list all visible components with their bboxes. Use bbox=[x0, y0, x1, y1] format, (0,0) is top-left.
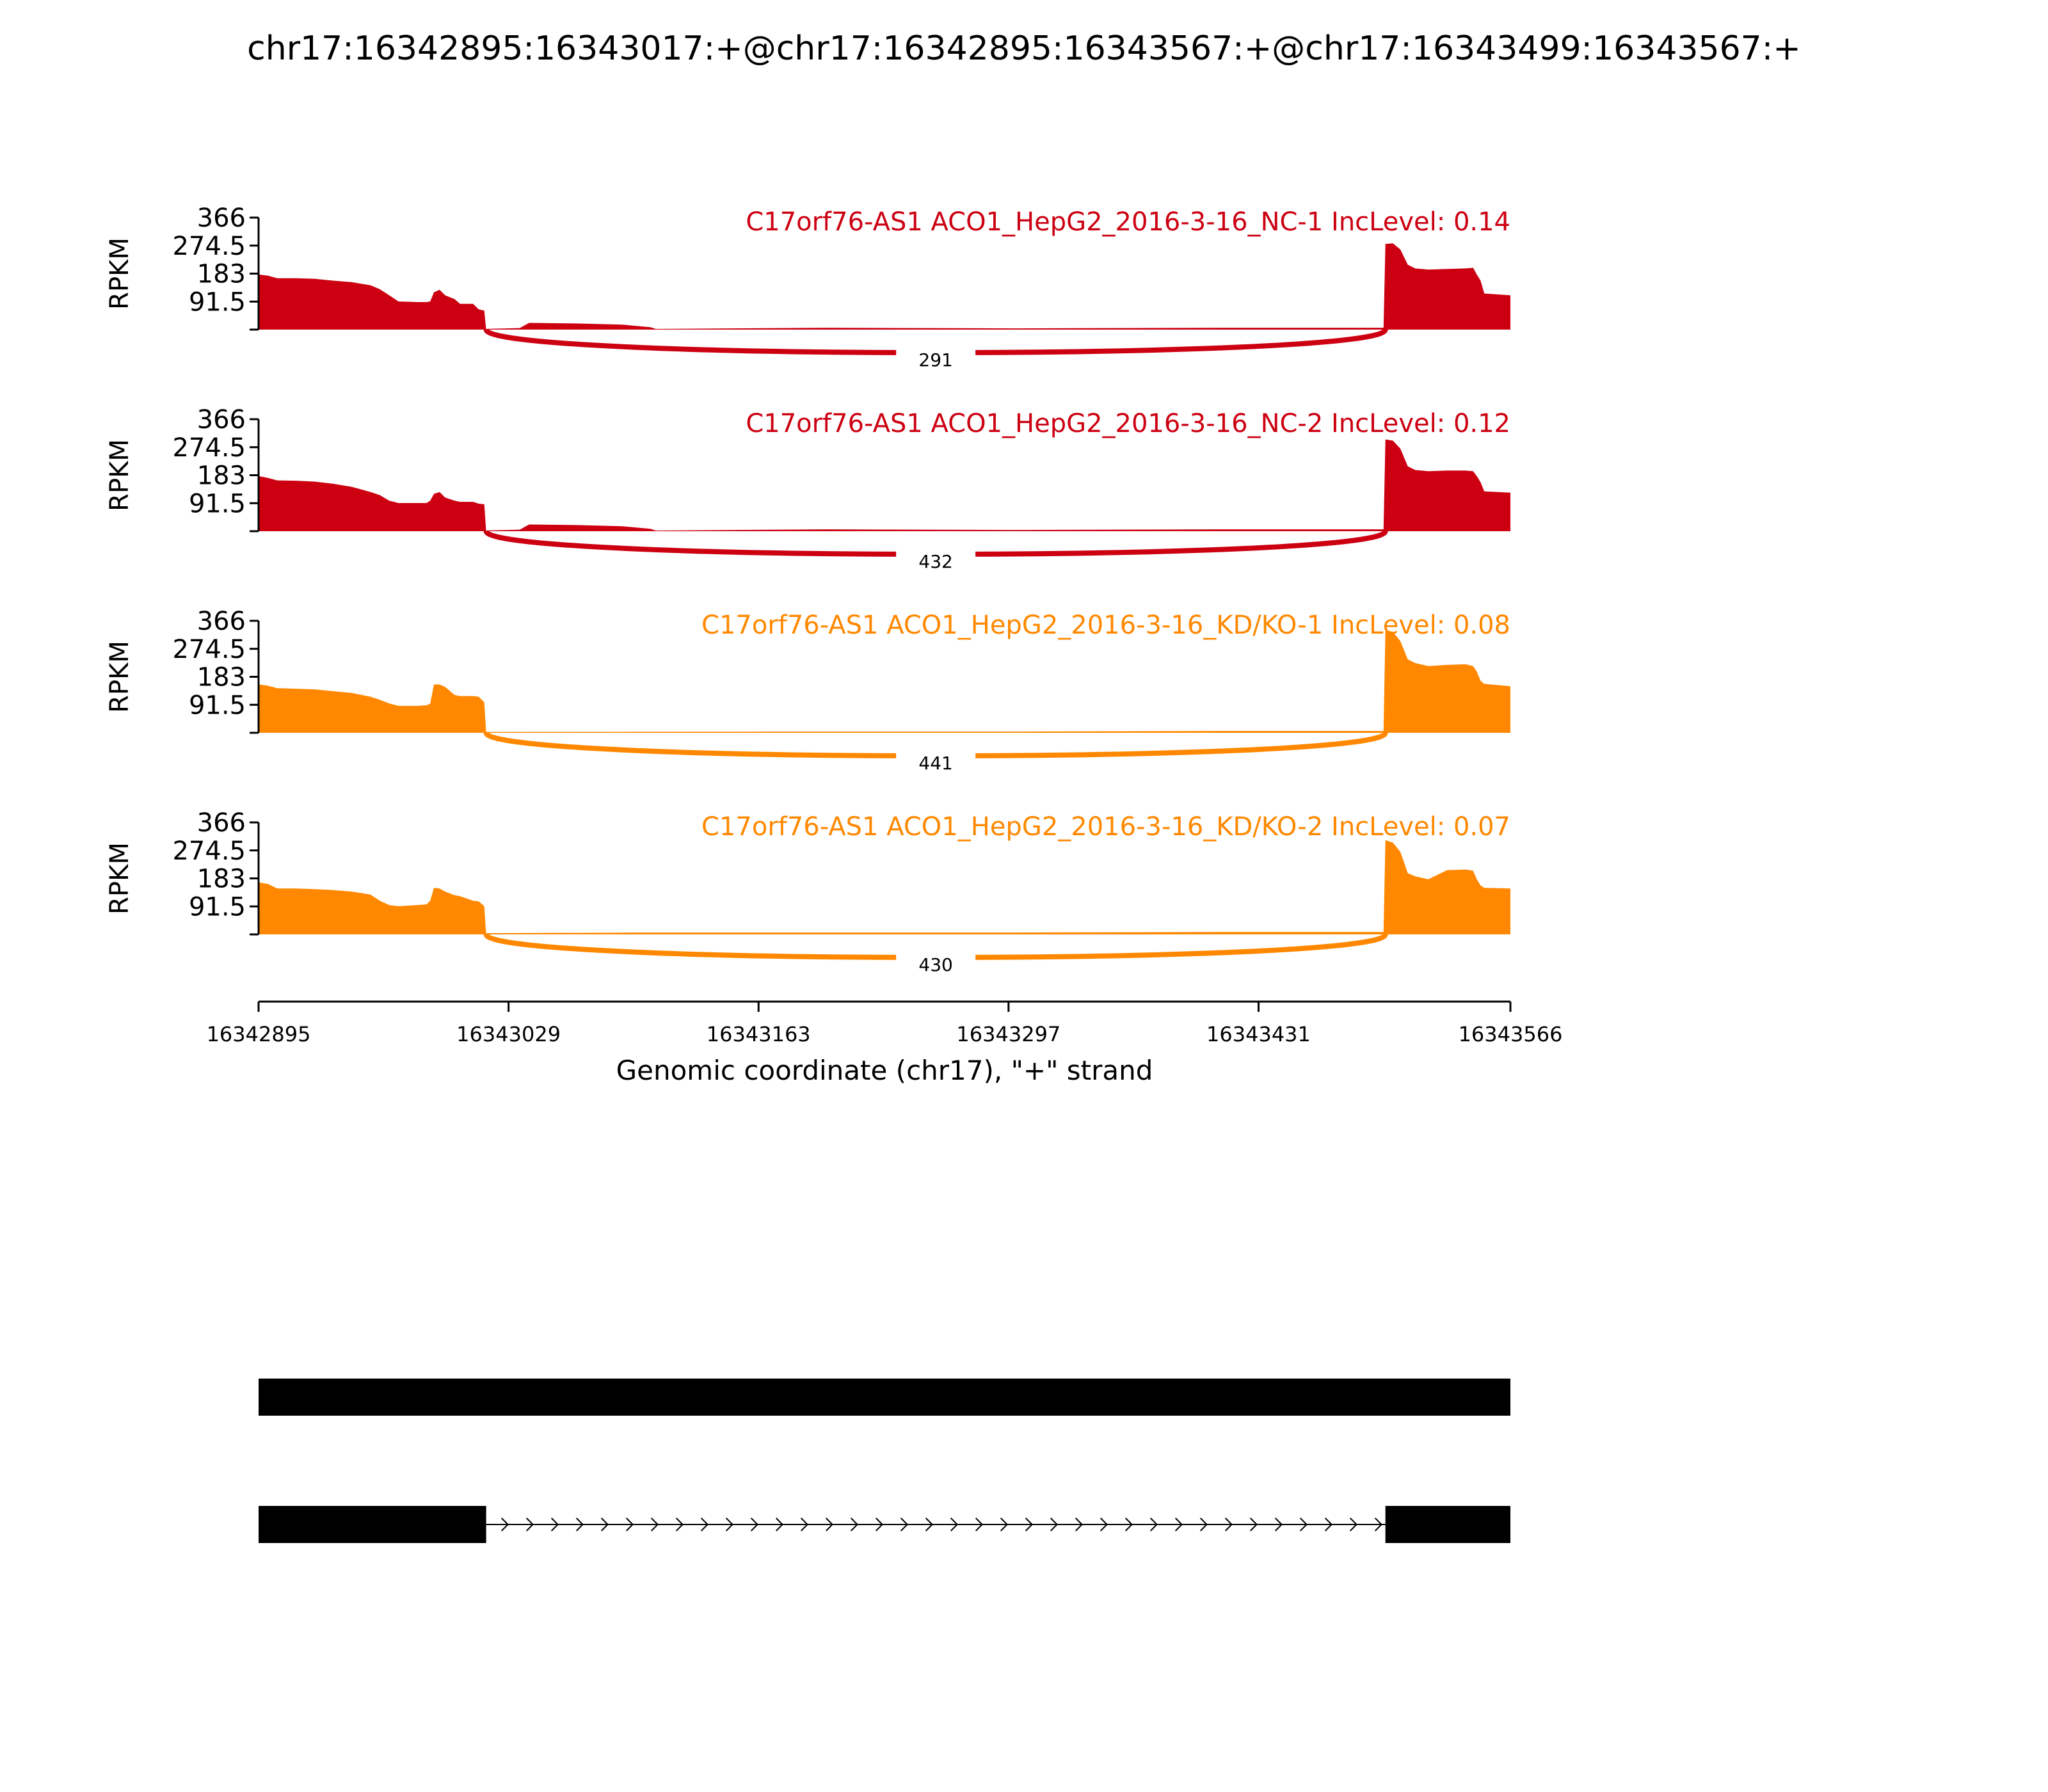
coverage-area bbox=[259, 630, 1510, 733]
x-tick-label: 16342895 bbox=[206, 1022, 311, 1046]
y-tick-label: 183 bbox=[196, 864, 246, 894]
track-label: C17orf76-AS1 ACO1_HepG2_2016-3-16_NC-1 IncLevel: 0.14 bbox=[746, 207, 1510, 237]
junction-count: 430 bbox=[918, 954, 953, 975]
track-2 bbox=[105, 405, 1510, 572]
y-axis-label: RPKM bbox=[105, 237, 134, 310]
junction-count: 441 bbox=[918, 753, 953, 774]
track-4 bbox=[105, 808, 1510, 975]
x-tick-label: 16343431 bbox=[1206, 1022, 1311, 1046]
track-label: C17orf76-AS1 ACO1_HepG2_2016-3-16_NC-2 IncLevel: 0.12 bbox=[746, 409, 1510, 438]
x-axis bbox=[207, 1002, 1563, 1086]
coverage-area bbox=[259, 440, 1510, 531]
exon-block bbox=[1386, 1506, 1510, 1543]
x-tick-label: 16343566 bbox=[1458, 1022, 1563, 1046]
track-3 bbox=[105, 607, 1510, 774]
y-tick-label: 274.5 bbox=[172, 433, 246, 463]
x-tick-label: 16343029 bbox=[456, 1022, 561, 1046]
y-tick-label: 91.5 bbox=[188, 489, 246, 519]
y-tick-label: 274.5 bbox=[172, 634, 246, 664]
junction-count: 432 bbox=[918, 551, 953, 572]
y-tick-label: 366 bbox=[196, 405, 246, 435]
y-tick-label: 91.5 bbox=[188, 287, 246, 317]
y-tick-label: 274.5 bbox=[172, 231, 246, 261]
coverage-area bbox=[259, 840, 1510, 934]
y-tick-label: 91.5 bbox=[188, 691, 246, 721]
y-tick-label: 366 bbox=[196, 808, 246, 838]
coverage-tracks bbox=[105, 204, 1510, 975]
y-axis-label: RPKM bbox=[105, 439, 134, 511]
track-1 bbox=[105, 204, 1510, 371]
plot-title: chr17:16342895:16343017:+@chr17:16342895:16343567:+@chr17:16343499:16343567:+ bbox=[247, 29, 1801, 68]
isoform-2 bbox=[259, 1506, 1510, 1543]
track-label: C17orf76-AS1 ACO1_HepG2_2016-3-16_KD/KO-2 IncLevel: 0.07 bbox=[701, 812, 1510, 842]
y-tick-label: 183 bbox=[196, 461, 246, 491]
y-tick-label: 366 bbox=[196, 204, 246, 233]
x-tick-label: 16343163 bbox=[706, 1022, 811, 1046]
y-tick-label: 183 bbox=[196, 259, 246, 289]
exon-block bbox=[259, 1379, 1510, 1416]
track-label: C17orf76-AS1 ACO1_HepG2_2016-3-16_KD/KO-1 IncLevel: 0.08 bbox=[701, 611, 1510, 640]
coverage-area bbox=[259, 243, 1510, 330]
x-tick-label: 16343297 bbox=[956, 1022, 1061, 1046]
y-axis-label: RPKM bbox=[105, 641, 134, 713]
junction-count: 291 bbox=[918, 349, 953, 371]
exon-block bbox=[259, 1506, 486, 1543]
isoform-1 bbox=[259, 1379, 1510, 1416]
y-tick-label: 274.5 bbox=[172, 836, 246, 866]
y-axis-label: RPKM bbox=[105, 842, 134, 915]
y-tick-label: 91.5 bbox=[188, 892, 246, 922]
y-tick-label: 366 bbox=[196, 607, 246, 636]
y-tick-label: 183 bbox=[196, 662, 246, 692]
x-axis-label: Genomic coordinate (chr17), "+" strand bbox=[616, 1055, 1153, 1086]
isoform-structures bbox=[259, 1379, 1510, 1543]
